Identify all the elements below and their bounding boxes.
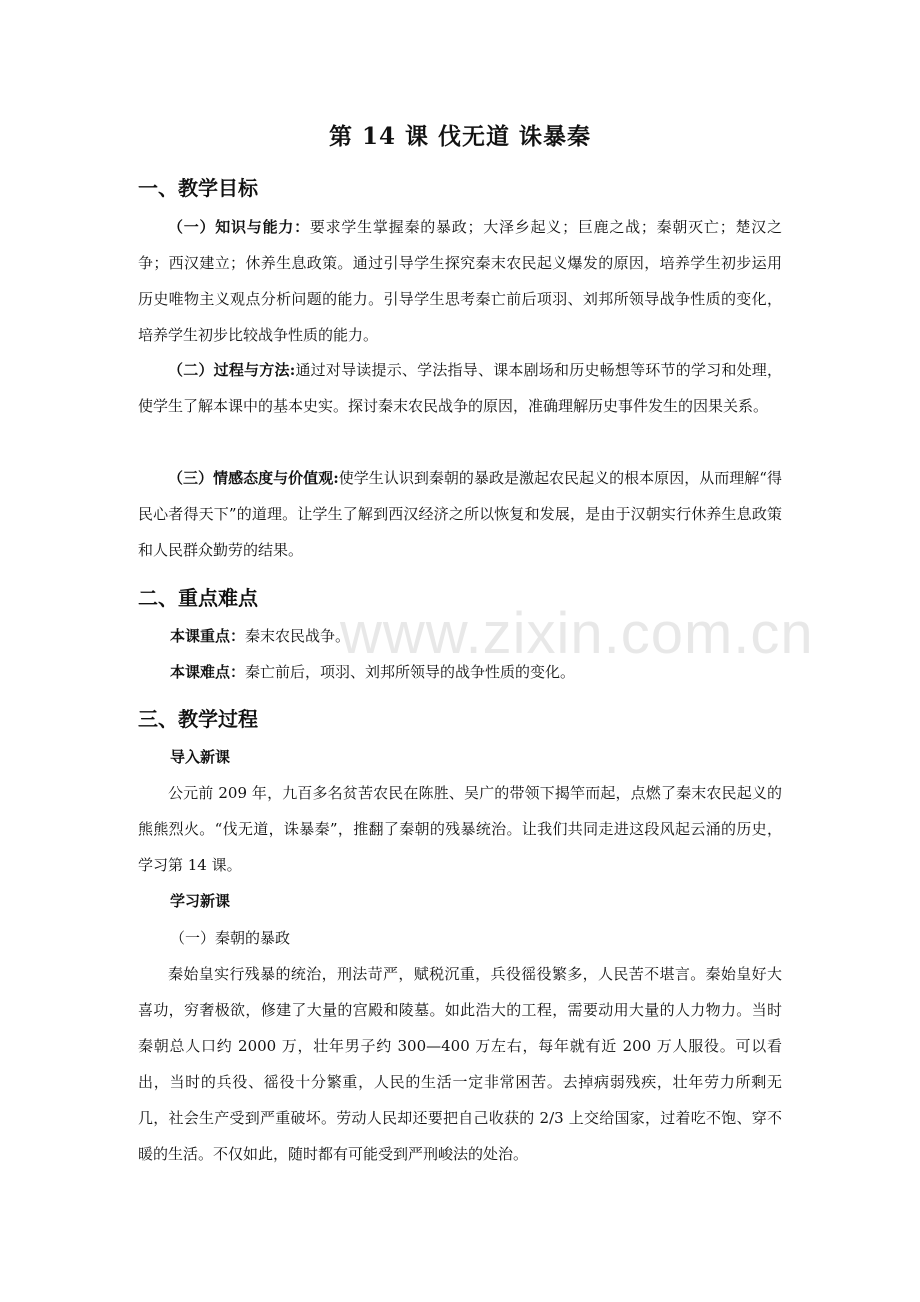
objective-process-paragraph [138, 352, 782, 424]
difficulty-text: 秦亡前后，项羽、刘邦所领导的战争性质的变化。 [245, 663, 576, 681]
difficulty-label: 本课难点： [170, 663, 246, 681]
objective-knowledge-label: （一）知识与能力： [168, 218, 310, 236]
key-point-label: 本课重点： [170, 627, 246, 645]
intro-subheading: 导入新课 [170, 748, 231, 766]
objective-emotion-label: （三）情感态度与价值观: [168, 469, 339, 487]
intro-paragraph: 公元前 209 年，九百多名贫苦农民在陈胜、吴广的带领下揭竿而起，点燃了秦末农民起义的熊熊烈火。“伐无道，诛暴秦”，推翻了秦朝的残暴统治。让我们共同走进这段风起云涌的历史，学习第 14 课。 [138, 784, 782, 874]
objective-knowledge-text: 要求学生掌握秦的暴政；大泽乡起义；巨鹿之战；秦朝灭亡；楚汉之争；西汉建立；休养生息政策。通过引导学生探究秦末农民起义爆发的原因，培养学生初步运用历史唯物主义观点分析问题的能力。引导学生思考秦亡前后项羽、刘邦所领导战争性质的变化，培养学生初步比较战争性质的能力。 [138, 218, 782, 344]
objective-process-text: 通过对导读提示、学法指导、课本剧场和历史畅想等环节的学习和处理，使学生了解本课中的基本史实。探讨秦末农民战争的原因，准确理解历史事件发生的因果关系。 [138, 361, 782, 415]
objective-knowledge-paragraph [138, 209, 782, 353]
objective-process-label: （二）过程与方法: [168, 361, 296, 379]
lesson-title: 第 14 课 伐无道 诛暴秦 [328, 123, 592, 150]
section-heading-process: 三、教学过程 [138, 707, 258, 731]
objective-emotion-paragraph [138, 460, 782, 568]
key-point-line [170, 618, 350, 654]
difficulty-line [170, 654, 575, 690]
objective-emotion-text: 使学生认识到秦朝的暴政是激起农民起义的根本原因，从而理解“得民心者得天下”的道理。让学生了解到西汉经济之所以恢复和发展，是由于汉朝实行休养生息政策和人民群众勤劳的结果。 [138, 469, 782, 559]
section-heading-objectives: 一、教学目标 [138, 176, 258, 200]
site-watermark: www.zixin.com.cn [340, 601, 814, 666]
learn-subheading: 学习新课 [170, 892, 231, 910]
key-point-text: 秦末农民战争。 [245, 627, 351, 645]
topic-heading-tyranny: （一）秦朝的暴政 [170, 929, 291, 947]
section-heading-key-points: 二、重点难点 [138, 586, 258, 610]
tyranny-paragraph: 秦始皇实行残暴的统治，刑法苛严，赋税沉重，兵役徭役繁多，人民苦不堪言。秦始皇好大喜功，穷奢极欲，修建了大量的宫殿和陵墓。如此浩大的工程，需要动用大量的人力物力。当时秦朝总人口约 2000 万，壮年男子约 300—400 万左右，每年就有近 200 万人服役。可以看出，当时的兵役、徭役十分繁重，人民的生活一定非常困苦。去掉病弱残疾，壮年劳力所剩无几，社会生产受到严重破坏。劳动人民却还要把自己收获的 2/3 上交给国家，过着吃不饱、穿不暖的生活。不仅如此，随时都有可能受到严刑峻法的处治。 [138, 965, 782, 1163]
